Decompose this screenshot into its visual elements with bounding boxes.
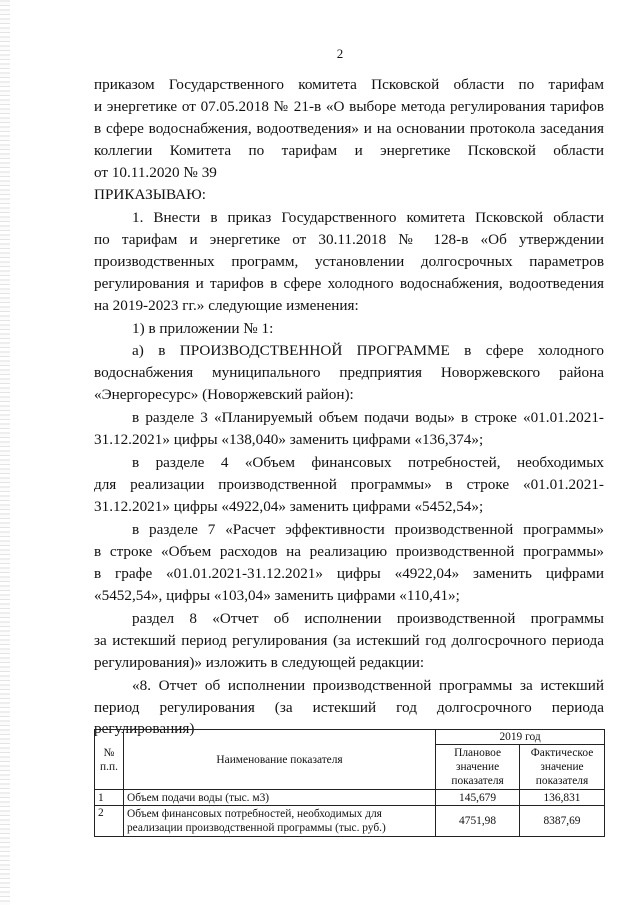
text-line: 1) в приложении № 1: — [132, 320, 274, 337]
page-number: 2 — [336, 46, 344, 61]
row-name: Объем подачи воды (тыс. м3) — [123, 790, 435, 806]
text-line: регулирования)» изложить в следующей редакции: — [94, 654, 425, 671]
text-line: «8. Отчет об исполнении производственной программы за истекший — [132, 677, 604, 694]
text-line: период регулирования (за истекший год долгосрочного периода — [94, 699, 604, 716]
text-line: по тарифам и энергетике от 30.11.2018 № 128-в «Об утверждении — [94, 231, 604, 248]
text-line: на 2019-2023 гг.» следующие изменения: — [94, 297, 359, 314]
text-line: регулирования и тарифов в сфере холодного водоснабжения, водоотведения — [94, 275, 604, 292]
row-fact: 8387,69 — [520, 806, 605, 837]
text-line: и энергетике от 07.05.2018 № 21-в «О выборе метода регулирования тарифов — [94, 98, 604, 115]
text-line: в разделе 3 «Планируемый объем подачи воды» в строке «01.01.2021- — [132, 409, 604, 426]
text-line: водоснабжения муниципального предприятия Новоржевского района — [94, 364, 604, 381]
text-line: коллегии Комитета по тарифам и энергетике Псковской области — [94, 142, 604, 159]
text-line: в сфере водоснабжения, водоотведения» и на основании протокола заседания — [94, 120, 604, 137]
row-plan: 4751,98 — [436, 806, 520, 837]
report-table — [94, 729, 605, 837]
text-line: в разделе 7 «Расчет эффективности производственной программы» — [132, 521, 604, 538]
header-fact: Фактическое значение показателя — [520, 745, 605, 790]
row-num: 2 — [95, 806, 124, 837]
scan-edge — [0, 0, 10, 905]
text-line: в разделе 4 «Объем финансовых потребностей, необходимых — [132, 454, 604, 471]
header-plan: Плановое значение показателя — [436, 745, 520, 790]
text-line: приказом Государственного комитета Псковской области по тарифам — [94, 76, 604, 93]
table-row — [95, 790, 605, 806]
text-line: а) в ПРОИЗВОДСТВЕННОЙ ПРОГРАММЕ в сфере холодного — [132, 342, 604, 359]
table-row — [95, 806, 605, 837]
text-line: раздел 8 «Отчет об исполнении производственной программы — [132, 610, 604, 627]
row-plan: 145,679 — [436, 790, 520, 806]
row-fact: 136,831 — [520, 790, 605, 806]
text-line: за истекший период регулирования (за истекший год долгосрочного периода — [94, 632, 604, 649]
header-num: № п.п. — [95, 730, 124, 790]
text-line: 31.12.2021» цифры «4922,04» заменить цифрами «5452,54»; — [94, 498, 484, 515]
text-line: регулирования) — [94, 720, 195, 737]
text-line: 31.12.2021» цифры «138,040» заменить цифрами «136,374»; — [94, 431, 484, 448]
header-year: 2019 год — [436, 730, 605, 745]
row-num: 1 — [95, 790, 124, 806]
text-line: для реализации производственной программы» в строке «01.01.2021- — [94, 476, 604, 493]
order-heading: ПРИКАЗЫВАЮ: — [94, 186, 206, 203]
text-line: от 10.11.2020 № 39 — [94, 164, 217, 181]
text-line: «5452,54», цифры «103,04» заменить цифрами «110,41»; — [94, 587, 460, 604]
row-name: Объем финансовых потребностей, необходимых для реализации производственной программы (тыс. руб.) — [123, 806, 435, 837]
text-line: производственных программ, установлении долгосрочных параметров — [94, 253, 604, 270]
text-line: в графе «01.01.2021-31.12.2021» цифры «4922,04» заменить цифрами — [94, 565, 604, 582]
text-line: 1. Внести в приказ Государственного комитета Псковской области — [132, 209, 604, 226]
text-line: в строке «Объем расходов на реализацию производственной программы» — [94, 543, 604, 560]
text-line: «Энергоресурс» (Новоржевский район): — [94, 386, 354, 403]
header-name: Наименование показателя — [123, 730, 435, 790]
